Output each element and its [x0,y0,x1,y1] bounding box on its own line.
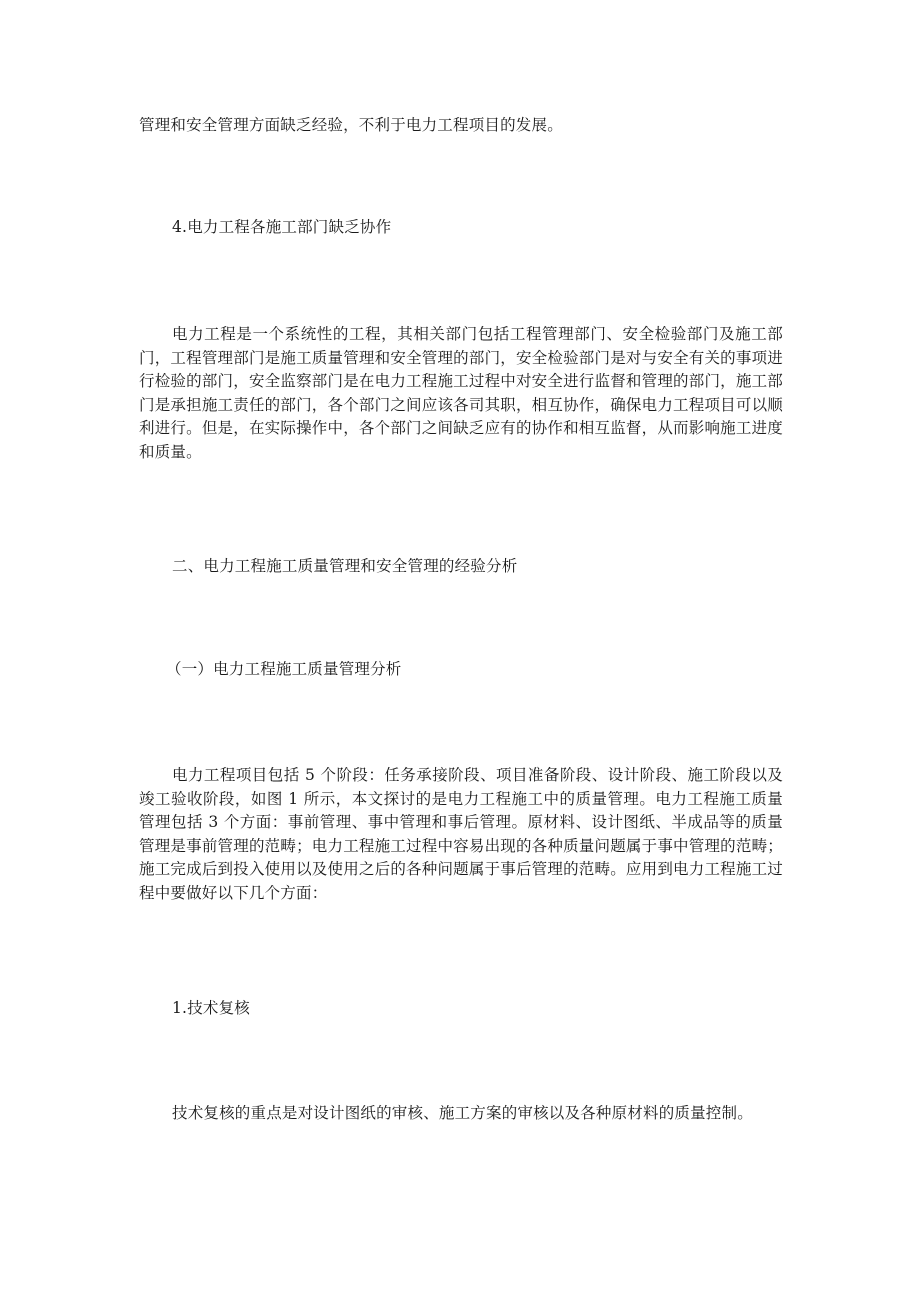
paragraph-collaboration: 电力工程是一个系统性的工程，其相关部门包括工程管理部门、安全检验部门及施工部门，工程管理部门是施工质量管理和安全管理的部门，安全检验部门是对与安全有关的事项进行检验的部门，安全监察部门是在电力工程施工过程中对安全进行监督和管理的部门，施工部门是承担施工责任的部门，各个部门之间应该各司其职，相互协作，确保电力工程项目可以顺利进行。但是，在实际操作中，各个部门之间缺乏应有的协作和相互监督，从而影响施工进度和质量。 [139,325,783,461]
heading-1-tech-review: 1.技术复核 [172,999,250,1017]
paragraph-phases: 电力工程项目包括 5 个阶段：任务承接阶段、项目准备阶段、设计阶段、施工阶段以及竣工验收阶段，如图 1 所示，本文探讨的是电力工程施工中的质量管理。电力工程施工质量管理包括 3 个方面：事前管理、事中管理和事后管理。原材料、设计图纸、半成品等的质量管理是事前管理的范畴；电力工程施工过程中容易出现的各种质量问题属于事中管理的范畴；施工完成后到投入使用以及使用之后的各种问题属于事后管理的范畴。应用到电力工程施工过程中要做好以下几个方面： [139,766,783,902]
subsection-1-heading: （一）电力工程施工质量管理分析 [166,660,402,678]
heading-4-collaboration: 4.电力工程各施工部门缺乏协作 [172,218,392,236]
paragraph-tech-review: 技术复核的重点是对设计图纸的审核、施工方案的审核以及各种原材料的质量控制。 [172,1104,753,1122]
section-2-heading: 二、电力工程施工质量管理和安全管理的经验分析 [172,557,518,575]
paragraph-continuation: 管理和安全管理方面缺乏经验，不利于电力工程项目的发展。 [139,116,563,134]
